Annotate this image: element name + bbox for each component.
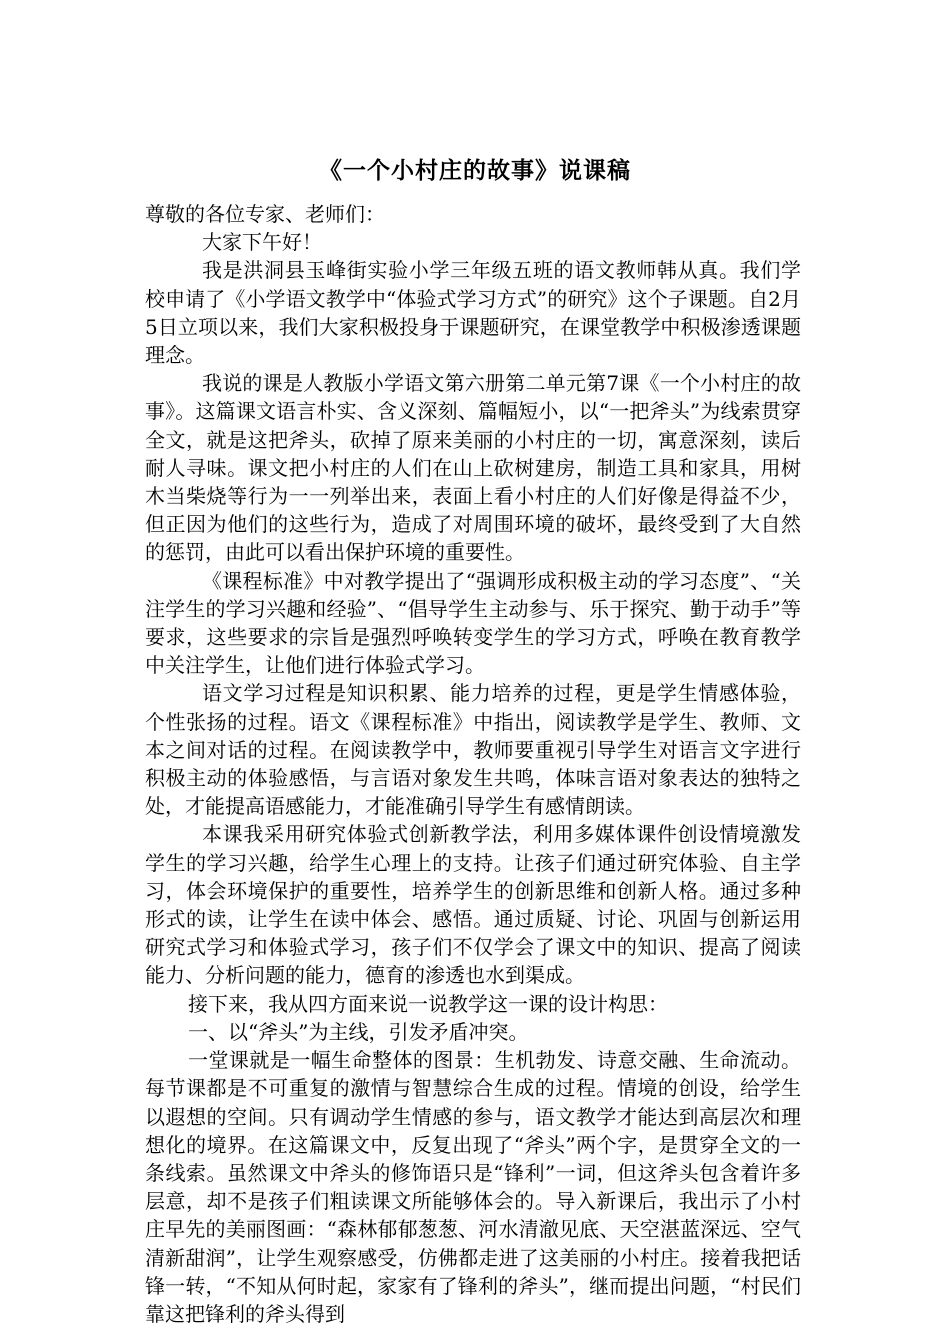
paragraph-lesson: 我说的课是人教版小学语文第六册第二单元第7课《一个小村庄的故事》。这篇课文语言朴实、含义深刻、篇幅短小，以“一把斧头”为线索贯穿全文，就是这把斧头，砍掉了原来美丽的小村庄的一切，寓意深刻，读后耐人寻味。课文把小村庄的人们在山上砍树建房，制造工具和家具，用树木当柴烧等行为一一列举出来，表面上看小村庄的人们好像是得益不少，但正因为他们的这些行为，造成了对周围环境的破坏，最终受到了大自然的惩罚，由此可以看出保护环境的重要性。 — [145, 371, 801, 565]
section-heading-1: 一、以“斧头”为主线，引发矛盾冲突。 — [188, 1019, 529, 1044]
paragraph-method: 本课我采用研究体验式创新教学法，利用多媒体课件创设情境激发学生的学习兴趣，给学生心理上的支持。让孩子们通过研究体验、自主学习，体会环境保护的重要性，培养学生的创新思维和创新人格。通过多种形式的读，让学生在读中体会、感悟。通过质疑、讨论、巩固与创新运用研究式学习和体验式学习，孩子们不仅学会了课文中的知识、提高了阅读能力、分析问题的能力，德育的渗透也水到渠成。 — [145, 822, 801, 988]
document-body — [145, 200, 801, 1328]
document-title: 《一个小村庄的故事》说课稿 — [319, 157, 631, 184]
salutation: 尊敬的各位专家、老师们： — [145, 202, 385, 226]
greeting: 大家下午好！ — [202, 230, 322, 255]
paragraph-intro: 我是洪洞县玉峰街实验小学三年级五班的语文教师韩从真。我们学校申请了《小学语文教学中“体验式学习方式”的研究》这个子课题。自2月5日立项以来，我们大家积极投身于课题研究，在课堂教学中积极渗透课题理念。 — [145, 258, 801, 368]
paragraph-next: 接下来，我从四方面来说一说教学这一课的设计构思： — [188, 991, 668, 1016]
paragraph-standards: 《课程标准》中对教学提出了“强调形成积极主动的学习态度”、“关注学生的学习兴趣和经验”、“倡导学生主动参与、乐于探究、勤于动手”等要求，这些要求的宗旨是强烈呼唤转变学生的学习方式，呼唤在教育教学中关注学生，让他们进行体验式学习。 — [145, 568, 801, 678]
paragraph-process: 语文学习过程是知识积累、能力培养的过程，更是学生情感体验，个性张扬的过程。语文《课程标准》中指出，阅读教学是学生、教师、文本之间对话的过程。在阅读教学中，教师要重视引导学生对语言文字进行积极主动的体验感悟，与言语对象发生共鸣，体味言语对象表达的独特之处，才能提高语感能力，才能准确引导学生有感情朗读。 — [145, 681, 801, 819]
paragraph-section-1: 一堂课就是一幅生命整体的图景：生机勃发、诗意交融、生命流动。每节课都是不可重复的激情与智慧综合生成的过程。情境的创设，给学生以遐想的空间。只有调动学生情感的参与，语文教学才能达到高层次和理想化的境界。在这篇课文中，反复出现了“斧头”两个字，是贯穿全文的一条线索。虽然课文中斧头的修饰语只是“锋利”一词，但这斧头包含着许多层意，却不是孩子们粗读课文所能够体会的。导入新课后，我出示了小村庄早先的美丽图画：“森林郁郁葱葱、河水清澈见底、天空湛蓝深远、空气清新甜润”，让学生观察感受，仿佛都走进了这美丽的小村庄。接着我把话锋一转，“不知从何时起，家家有了锋利的斧头”，继而提出问题，“村民们靠这把锋利的斧头得到 — [145, 1048, 801, 1326]
